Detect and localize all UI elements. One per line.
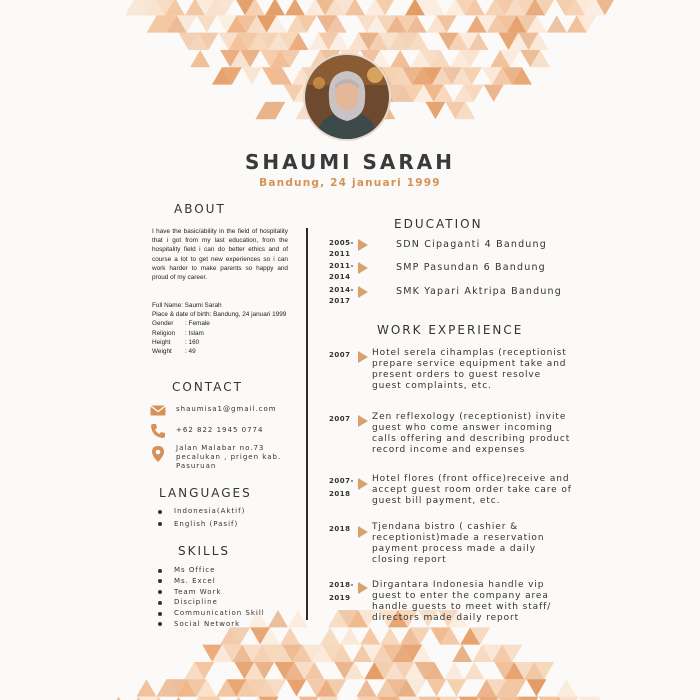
decor-triangle: [390, 50, 410, 67]
decor-triangle: [444, 662, 464, 679]
date-start: 2007-: [329, 477, 354, 485]
decor-triangle: [579, 697, 599, 700]
address-text: Jalan Malabar no.73 pecalukan , prigen kab. Pasuruan: [176, 444, 282, 470]
decor-triangle: [359, 697, 379, 700]
decor-triangle: [265, 0, 285, 15]
decor-triangle: [299, 697, 319, 700]
work-description: Hotel flores (front office)receive and accept guest room order take care of guest bill payment, etc.: [372, 474, 572, 506]
skill-item: Discipline: [158, 597, 265, 608]
date-start: 2011-: [329, 262, 354, 270]
phone-icon: [150, 423, 166, 439]
decor-triangle: [286, 679, 306, 696]
decor-triangle: [464, 662, 484, 679]
work-experience-heading: WORK EXPERIENCE: [377, 323, 524, 337]
decor-triangle: [425, 102, 445, 119]
decor-triangle: [319, 697, 339, 700]
date-end: 2018: [329, 490, 351, 498]
decor-triangle: [459, 697, 479, 700]
decor-triangle: [439, 697, 459, 700]
skill-item: Social Network: [158, 619, 265, 630]
date-end: 2011: [329, 250, 351, 258]
email-text[interactable]: shaumisa1@gmail.com: [176, 405, 277, 413]
decor-triangle: [268, 610, 288, 627]
skills-heading: SKILLS: [178, 544, 231, 558]
decor-triangle: [380, 627, 400, 644]
language-item: Indonesia(Aktif): [158, 506, 245, 517]
timeline-arrow-icon: [358, 526, 368, 538]
about-paragraph: I have the basic/ability in the field of hospitality that i got from my last education, from the hospitality field i can do better ethics and of course a lot to get new experiences so i can work harder to make parents so happy and proud of my career.: [152, 228, 288, 282]
decor-triangle: [519, 697, 539, 700]
contact-heading: CONTACT: [172, 380, 243, 394]
decor-triangle: [559, 697, 579, 700]
skills-list: [158, 565, 265, 630]
language-item: English (Pasif): [158, 519, 245, 530]
decor-triangle: [426, 679, 446, 696]
decor-triangle: [242, 67, 262, 84]
religion-label: Religion: [152, 329, 176, 337]
work-date: [329, 414, 350, 425]
skill-item: Ms Office: [158, 565, 265, 576]
personal-info: [152, 301, 292, 356]
decor-triangle: [556, 679, 576, 696]
decor-triangle: [280, 627, 300, 644]
phone-text: +62 822 1945 0774: [176, 426, 264, 434]
timeline-divider: [306, 228, 308, 620]
decor-triangle: [452, 645, 472, 662]
gender-label: Gender: [152, 320, 174, 328]
height-value: : 160: [185, 338, 200, 346]
decor-triangle: [379, 697, 399, 700]
decor-triangle: [190, 50, 210, 67]
work-date: [329, 476, 354, 500]
work-description: Hotel serela cihamplas (receptionist prepare service equipment take and present orders to guest resolve guest complaints, etc.: [372, 348, 567, 391]
decor-triangle: [547, 15, 567, 32]
decor-triangle: [446, 679, 466, 696]
work-date: [329, 580, 354, 604]
decor-triangle: [320, 627, 340, 644]
decor-triangle: [229, 697, 249, 700]
place-dob-line: Place & date of birth: Bandung, 24 januari 1999: [152, 311, 287, 319]
decor-triangle: [199, 697, 219, 700]
religion-row: [152, 329, 292, 338]
gender-value: : Female: [185, 320, 210, 328]
decor-triangle: [340, 627, 360, 644]
date-start: 2018-: [329, 581, 354, 589]
timeline-arrow-icon: [358, 415, 368, 427]
height-row: [152, 338, 292, 347]
date-end: 2019: [329, 594, 351, 602]
education-date: [329, 285, 354, 307]
skill-item: Ms. Excel: [158, 576, 265, 587]
date-start: 2007: [329, 351, 351, 359]
education-date: [329, 238, 354, 260]
decor-triangle: [136, 679, 156, 696]
work-date: [329, 524, 350, 535]
gender-row: [152, 319, 292, 328]
decor-triangle: [356, 679, 376, 696]
full-name-heading: SHAUMI SARAH: [244, 150, 456, 174]
education-school: SMK Yapari Aktripa Bandung: [396, 286, 563, 297]
location-pin-icon: [152, 446, 164, 462]
work-description: Tjendana bistro ( cashier & receptionist)made a reservation payment process made a daily closing report: [372, 522, 545, 565]
decor-triangle: [399, 697, 419, 700]
envelope-icon: [150, 405, 166, 416]
decor-triangle: [526, 679, 546, 696]
decor-triangle: [499, 697, 519, 700]
timeline-arrow-icon: [358, 351, 368, 363]
decor-triangle: [479, 697, 499, 700]
decor-triangle: [539, 697, 559, 700]
profile-photo: [303, 53, 391, 141]
timeline-arrow-icon: [358, 286, 368, 298]
height-label: Height: [152, 338, 171, 346]
timeline-arrow-icon: [358, 478, 368, 490]
timeline-arrow-icon: [358, 262, 368, 274]
decor-triangle: [259, 697, 279, 700]
date-start: 2018: [329, 525, 351, 533]
education-heading: EDUCATION: [394, 217, 483, 231]
work-description: Dirgantara Indonesia handle vip guest to enter the company area handle guests to meet with staff/ directors made daily report: [372, 580, 552, 623]
birth-place-date: Bandung, 24 januari 1999: [259, 177, 441, 189]
decor-triangle: [169, 697, 189, 700]
decor-triangle: [484, 85, 504, 102]
date-end: 2017: [329, 297, 351, 305]
work-description: Zen reflexology (receptionist) invite guest who come answer incoming calls offering and describing product record income and expenses: [372, 412, 571, 455]
weight-row: [152, 347, 292, 356]
decor-triangle: [285, 0, 305, 15]
date-end: 2014: [329, 273, 351, 281]
decor-triangle: [360, 627, 380, 644]
languages-list: [158, 506, 245, 530]
decor-triangle: [197, 15, 217, 32]
decor-triangle: [139, 697, 159, 700]
religion-value: : Islam: [185, 329, 204, 337]
decor-triangle: [288, 610, 308, 627]
languages-heading: LANGUAGES: [159, 486, 252, 500]
skill-item: Team Work: [158, 587, 265, 598]
weight-value: : 49: [185, 348, 196, 356]
decor-triangle: [109, 697, 129, 700]
education-school: SMP Pasundan 6 Bandung: [396, 262, 546, 273]
about-heading: ABOUT: [174, 202, 226, 216]
education-school: SDN Cipaganti 4 Bandung: [396, 239, 547, 250]
work-date: [329, 350, 350, 361]
decor-triangle: [419, 697, 439, 700]
date-start: 2005-: [329, 239, 354, 247]
timeline-arrow-icon: [358, 582, 368, 594]
weight-label: Weight: [152, 348, 172, 356]
timeline-arrow-icon: [358, 239, 368, 251]
skill-item: Communication Skill: [158, 608, 265, 619]
full-name-line: Full Name: Saumi Sarah: [152, 302, 222, 309]
education-date: [329, 261, 354, 283]
date-start: 2014-: [329, 286, 354, 294]
date-start: 2007: [329, 415, 351, 423]
